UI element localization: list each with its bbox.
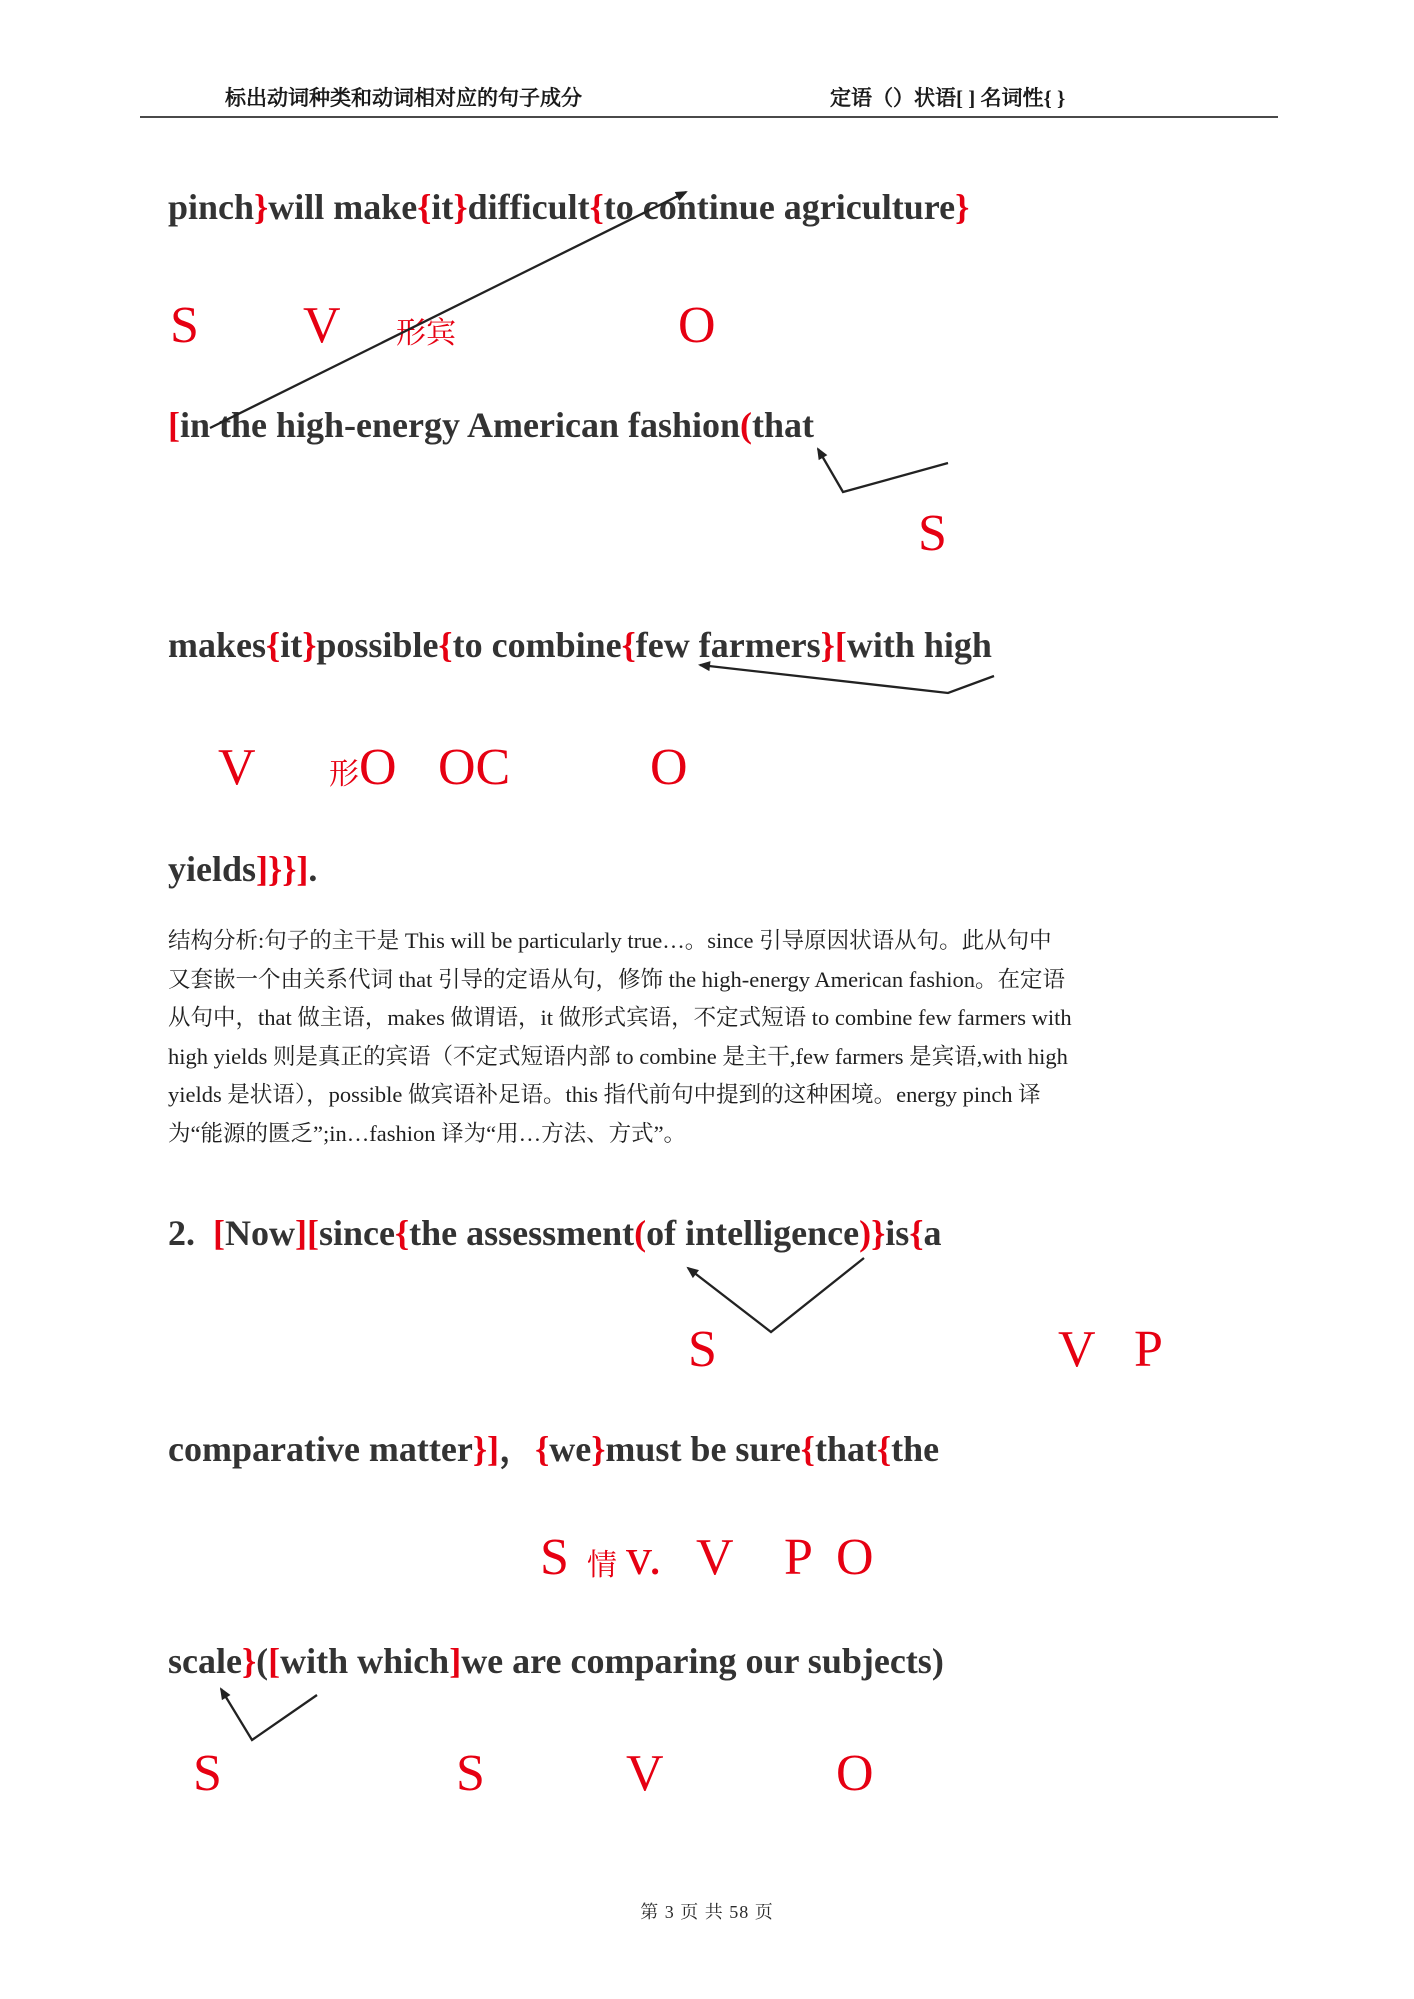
arrow-that-to-fashion: [818, 449, 948, 492]
label-verb: V: [303, 297, 341, 354]
label-formal-object-cn: 形宾: [396, 317, 456, 350]
analysis-line: 从句中，that 做主语，makes 做谓语，it 做形式宾语，不定式短语 to combine few farmers with: [168, 1005, 1072, 1030]
sentence1-line2: [in the high-energy American fashion(that: [168, 405, 815, 445]
label-o: O: [359, 739, 397, 796]
label-object: O: [836, 1529, 874, 1586]
label-object: O: [836, 1745, 874, 1802]
arrow-with-which-to-scale: [221, 1689, 317, 1740]
analysis-line: 为“能源的匮乏”;in…fashion 译为“用…方法、方式”。: [168, 1120, 687, 1146]
label-predicative: P: [1134, 1321, 1163, 1378]
header-legend: 定语（）状语[ ] 名词性{ }: [830, 86, 1066, 110]
label-object: O: [678, 297, 716, 354]
analysis-line: yields 是状语），possible 做宾语补足语。this 指代前句中提到的这种困境。energy pinch 译: [168, 1082, 1041, 1107]
analysis-line: 又套嵌一个由关系代词 that 引导的定语从句，修饰 the high-energy American fashion。在定语: [168, 966, 1065, 992]
label-verb: V: [626, 1745, 664, 1802]
analysis-line: high yields 则是真正的宾语（不定式短语内部 to combine 是主干,few farmers 是宾语,with high: [168, 1043, 1068, 1069]
label-object-complement: OC: [438, 739, 511, 796]
label-subject: S: [193, 1745, 222, 1802]
sentence2-line1: 2. [Now][since{the assessment(of intelligence)}is{a: [168, 1213, 942, 1253]
label-modal-verb: v.: [626, 1529, 662, 1586]
label-verb: V: [696, 1529, 734, 1586]
sentence1-line3: makes{it}possible{to combine{few farmers}[with high: [168, 625, 992, 665]
label-verb: V: [218, 739, 256, 796]
label-object: O: [650, 739, 688, 796]
sentence2-line3: scale}([with which]we are comparing our subjects): [168, 1641, 944, 1681]
label-subject: S: [688, 1321, 717, 1378]
label-xing-cn: 形: [329, 758, 359, 791]
sentence2-line2: comparative matter}]，{we}must be sure{that{the: [168, 1429, 940, 1469]
sentence1-line1: pinch}will make{it}difficult{to continue agriculture}: [168, 187, 970, 227]
label-verb: V: [1058, 1321, 1096, 1378]
analysis-line: 结构分析:句子的主干是 This will be particularly true…。since 引导原因状语从句。此从句中: [168, 928, 1052, 953]
analysis-paragraph: [168, 922, 1268, 1153]
footer-page-number: 第 3 页 共 58 页: [640, 1902, 774, 1922]
label-modal-cn: 情: [587, 1549, 617, 1582]
header-title: 标出动词种类和动词相对应的句子成分: [225, 86, 582, 110]
label-subject: S: [540, 1529, 569, 1586]
label-subject: S: [456, 1745, 485, 1802]
label-predicative: P: [784, 1529, 813, 1586]
label-relative-subject: S: [918, 505, 947, 562]
header-rule: [140, 116, 1278, 118]
label-formal-object: [329, 739, 397, 796]
arrow-with-high-to-combine: [700, 665, 994, 693]
sentence1-line4: yields]}}].: [168, 849, 318, 889]
label-subject: S: [170, 297, 199, 354]
